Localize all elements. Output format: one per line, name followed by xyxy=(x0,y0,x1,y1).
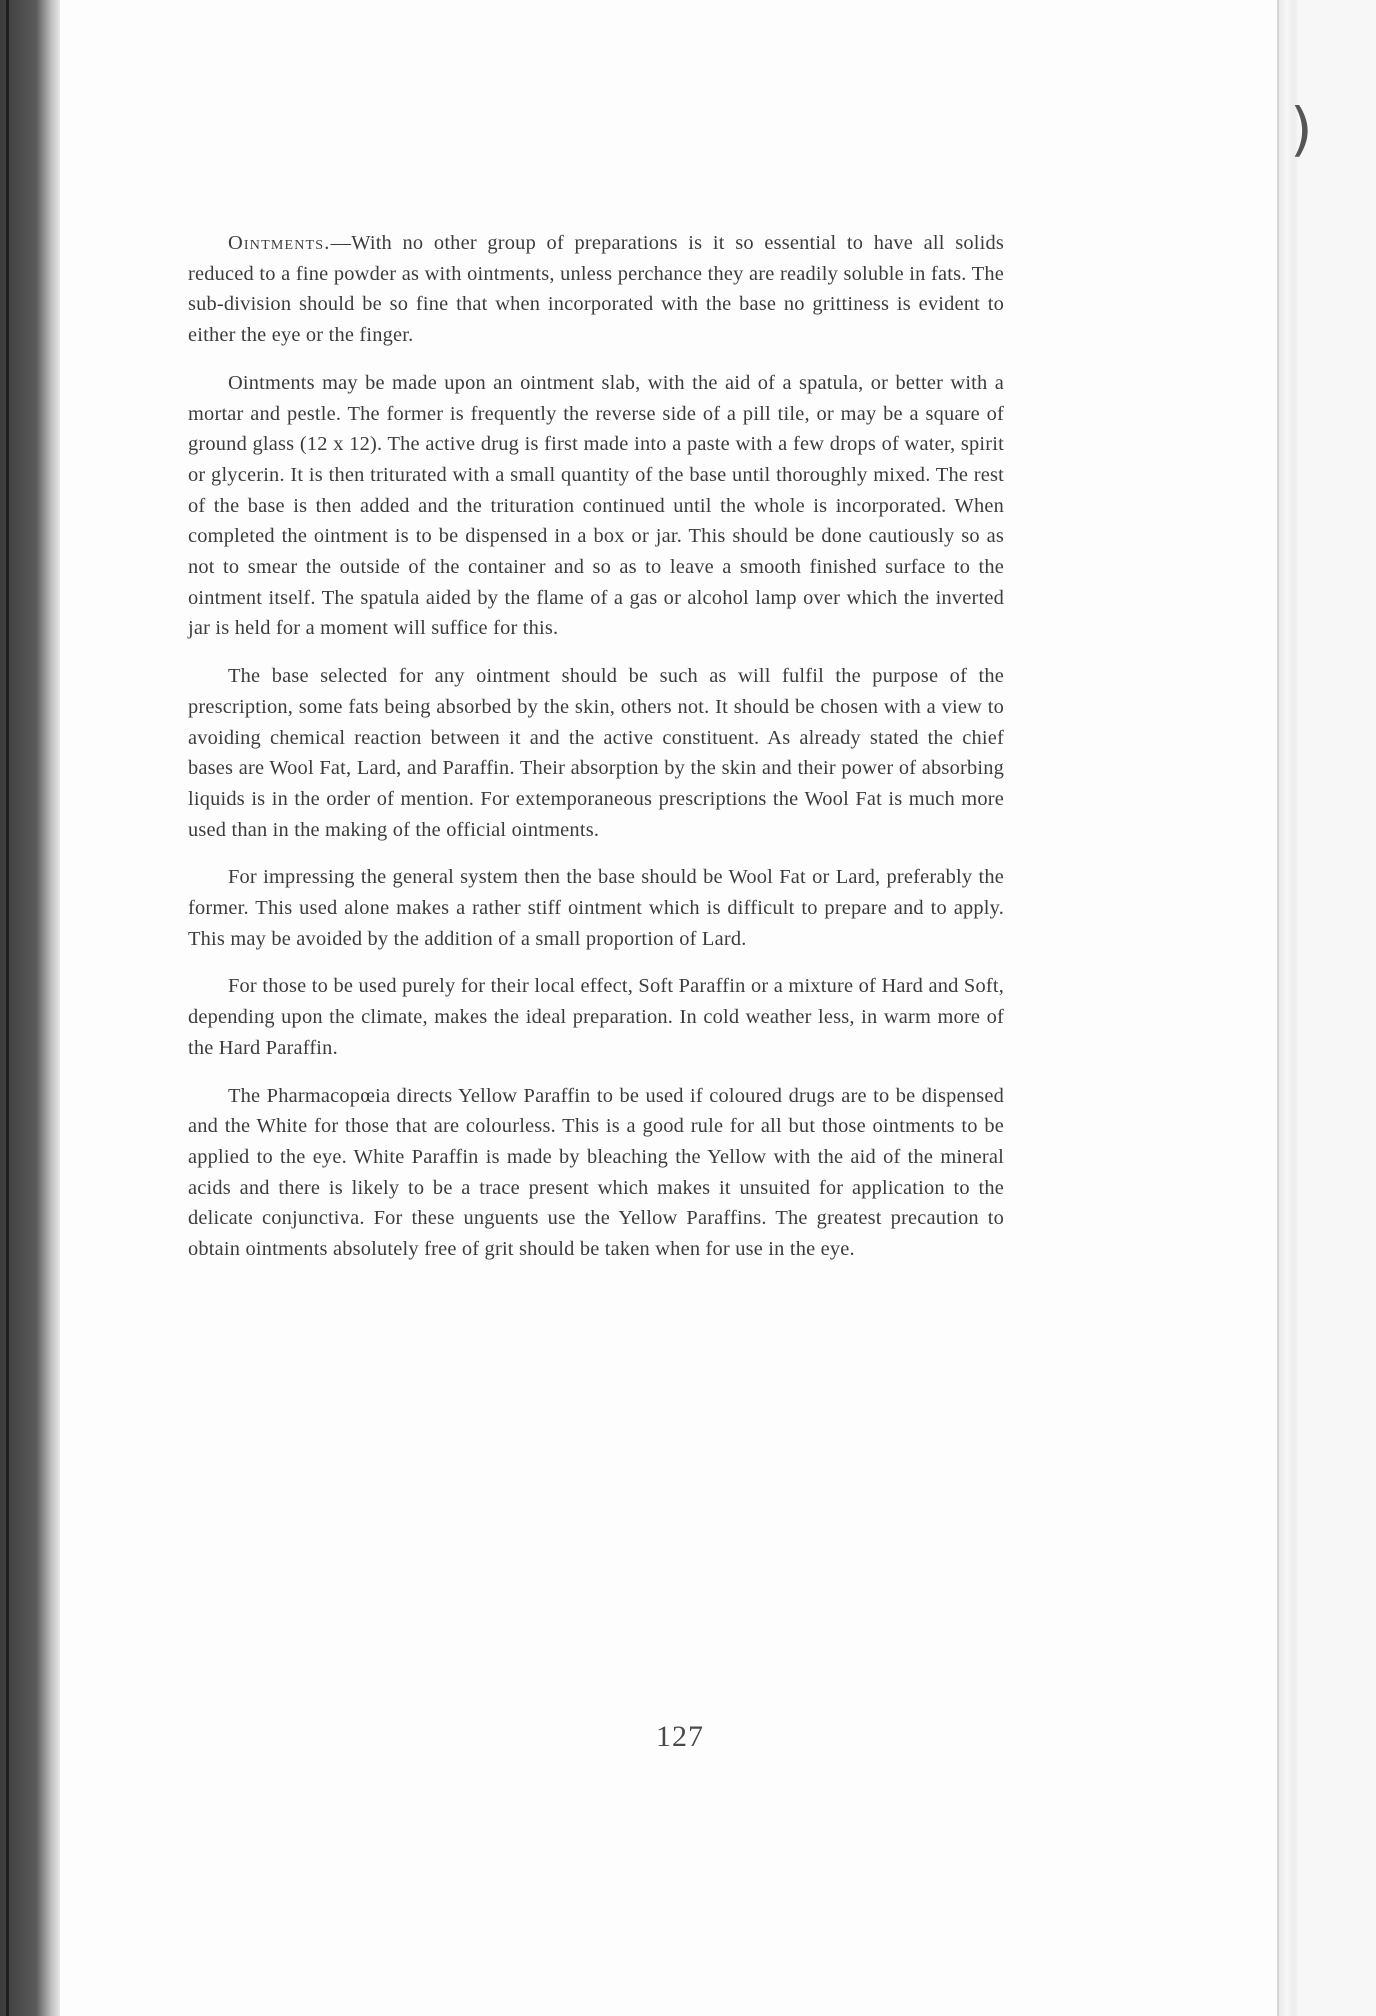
paragraph-3: The base selected for any ointment should be such as will fulfil the purpose of the prescription, some fats being absorbed by the skin, others not. It should be chosen with a view to avoiding chemical reaction between it and the active constituent. As already stated the chief bases are Wool Fat, Lard, and Paraffin. Their absorption by the skin and their power of absorbing liquids is in the order of mention. For extemporaneous prescriptions the Wool Fat is much more used than in the making of the official ointments. xyxy=(188,665,1004,841)
page-number: 127 xyxy=(656,1720,704,1753)
body-text xyxy=(188,228,1004,1282)
page-edge xyxy=(1278,0,1300,2016)
paragraph-6: The Pharmacopœia directs Yellow Paraffin to be used if coloured drugs are to be dispensed and the White for those that are colourless. This is a good rule for all but those ointments to be applied to the eye. White Paraffin is made by bleaching the Yellow with the aid of the mineral acids and there is likely to be a trace present which makes it unsuited for application to the delicate conjunctiva. For these unguents use the Yellow Paraffins. The greatest precaution to obtain ointments absolutely free of grit should be taken when for use in the eye. xyxy=(188,1084,1004,1261)
outer-margin xyxy=(1298,0,1376,2016)
paragraph-5: For those to be used purely for their local effect, Soft Paraffin or a mixture of Hard and Soft, depending upon the climate, makes the ideal preparation. In cold weather less, in warm more of the Hard Paraffin. xyxy=(188,975,1004,1059)
paragraph-4: For impressing the general system then the base should be Wool Fat or Lard, preferably the former. This used alone makes a rather stiff ointment which is difficult to prepare and to apply. This may be avoided by the addition of a small proportion of Lard. xyxy=(188,866,1004,950)
paragraph-1-text: —With no other group of preparations is it so essential to have all solids reduced to a fine powder as with ointments, unless perchance they are readily soluble in fats. The sub-division should be so fine that when incorporated with the base no grittiness is evident to either the eye or the finger. xyxy=(188,232,1004,347)
paragraph-1 xyxy=(188,228,1004,351)
paragraph-2: Ointments may be made upon an ointment slab, with the aid of a spatula, or better with a mortar and pestle. The former is frequently the reverse side of a pill tile, or may be a square of ground glass (12 x 12). The active drug is first made into a paste with a few drops of water, spirit or glycerin. It is then triturated with a small quantity of the base until thoroughly mixed. The rest of the base is then added and the trituration continued until the whole is incorporated. When completed the ointment is to be dispensed in a box or jar. This should be done cautiously so as not to smear the outside of the container and so as to leave a smooth finished surface to the ointment itself. The spatula aided by the flame of a gas or alcohol lamp over which the inverted jar is held for a moment will suffice for this. xyxy=(188,371,1004,640)
book-spine-shadow xyxy=(0,0,60,2016)
run-in-heading: Ointments. xyxy=(228,232,331,254)
margin-mark: ) xyxy=(1290,95,1313,163)
